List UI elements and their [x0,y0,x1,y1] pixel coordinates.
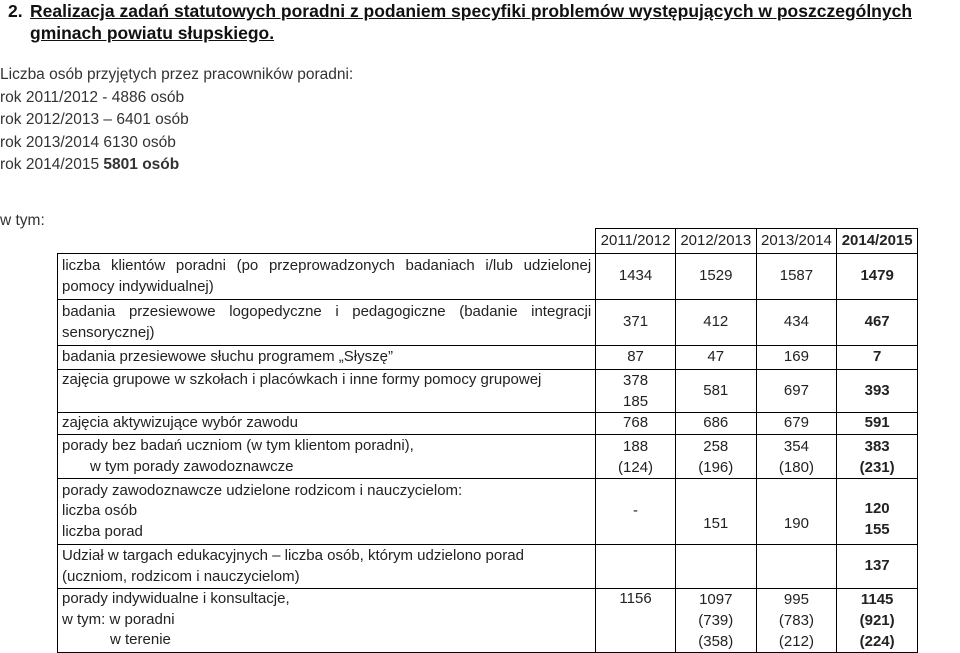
cell-value: 1479 [837,254,918,300]
cell-value [675,545,756,589]
cell-sub: (212) [778,633,814,650]
column-header: 2012/2013 [675,229,756,254]
heading-line-2: gminach powiatu słupskiego. [30,23,275,43]
cell-main: 1145 [860,591,894,608]
cell-main: 354 [783,437,809,455]
cell-value: 1529 [675,254,756,300]
cell-sub: (224) [859,633,895,650]
cell-value: - [596,479,676,545]
table-row [58,589,918,653]
row-label [58,435,596,479]
table-row [58,435,918,479]
column-header: 2011/2012 [596,229,676,254]
cell-value [596,370,676,413]
row-label-line: liczba porad [62,522,143,540]
table-header-row [58,229,918,254]
admissions-title: Liczba osób przyjętych przez pracowników poradni: [0,66,354,83]
cell-value [756,545,837,589]
row-label-line: porady zawodoznawcze udzielone rodzicom i nauczycielom: [62,481,463,499]
cell-value: 151 [675,479,756,545]
cell-value: 393 [837,370,918,413]
cell-sub: (358) [698,633,734,650]
cell-value: 1156 [596,589,676,653]
cell-value: 768 [596,413,676,435]
cell-main: 995 [783,591,809,608]
table-row [58,545,918,589]
admissions-summary [0,64,353,177]
admissions-last-prefix: rok 2014/2015 [0,156,104,174]
cell-value [756,589,837,653]
cell-main: 383 [864,437,890,455]
cell-value: 467 [837,300,918,346]
header-blank-cell [58,229,596,254]
cell-sub: (180) [778,458,814,476]
row-label [58,545,596,589]
cell-sub: (231) [859,458,895,476]
cell-value [675,589,756,653]
cell-sub: 155 [864,521,890,538]
section-number: 2. [8,1,23,21]
cell-value: 1587 [756,254,837,300]
row-label-line: liczba osób [62,502,138,520]
row-label-line: w terenie [110,631,171,648]
cell-main: 258 [703,437,729,455]
cell-value: 7 [837,346,918,370]
cell-value [756,435,837,479]
cell-value [837,435,918,479]
cell-value [675,435,756,479]
cell-sub: (783) [778,612,814,629]
admissions-last-value: 5801 osób [103,156,180,174]
cell-value: 591 [837,413,918,435]
row-label-line: Udział w targach edukacyjnych – liczba osób, którym udzielono porad [62,547,524,564]
row-label-line: w tym: w poradni [62,610,175,628]
row-label [58,479,596,545]
table-row [58,413,918,435]
w-tym-label: w tym: [0,212,45,229]
cell-value: 679 [756,413,837,435]
cell-value: 190 [756,479,837,545]
cell-value-bottom: 185 [623,393,649,410]
cell-main: 1097 [699,591,733,608]
cell-value: 169 [756,346,837,370]
row-label: zajęcia grupowe w szkołach i placówkach i inne formy pomocy grupowej [58,370,596,413]
cell-value: 434 [756,300,837,346]
heading-line-1: Realizacja zadań statutowych poradni z podaniem specyfiki problemów występujących w poszczególnych [30,1,913,21]
row-label: zajęcia aktywizujące wybór zawodu [58,413,596,435]
cell-sub: (739) [698,612,734,629]
cell-value: 371 [596,300,676,346]
row-label-line: w tym porady zawodoznawcze [90,457,294,475]
cell-value: 697 [756,370,837,413]
cell-sub: (196) [698,458,734,476]
table-row [58,254,918,300]
cell-value [596,435,676,479]
cell-value [596,545,676,589]
cell-main: 188 [623,437,649,455]
admissions-line: rok 2011/2012 - 4886 osób [0,88,185,106]
row-label: liczba klientów poradni (po przeprowadzonych badaniach i/lub udzielonej pomocy indywidualnej) [58,254,596,300]
column-header: 2014/2015 [837,229,918,254]
cell-value [837,589,918,653]
cell-value: 137 [837,545,918,589]
row-label [58,589,596,653]
table-row [58,370,918,413]
row-label: badania przesiewowe słuchu programem „Słyszę” [58,346,596,370]
cell-value: 412 [675,300,756,346]
table-row [58,479,918,545]
table-row [58,346,918,370]
cell-value: 47 [675,346,756,370]
row-label: badania przesiewowe logopedyczne i pedagogiczne (badanie integracji sensorycznej) [58,300,596,346]
cell-sub: (921) [859,612,895,629]
cell-value: 581 [675,370,756,413]
cell-main: 120 [864,500,890,517]
row-label-line: porady indywidualne i konsultacje, [62,590,290,607]
table-row [58,300,918,346]
cell-value [837,479,918,545]
cell-value: 1434 [596,254,676,300]
cell-value: 686 [675,413,756,435]
section-heading [8,0,960,44]
row-label-line: porady bez badań uczniom (w tym klientom poradni), [62,437,414,454]
column-header: 2013/2014 [756,229,837,254]
cell-value-top: 378 [623,372,649,389]
admissions-line-last [0,154,353,177]
admissions-line: rok 2013/2014 6130 osób [0,133,176,151]
cell-value: 87 [596,346,676,370]
statistics-table [57,228,918,653]
row-label-line: (uczniom, rodzicom i nauczycielom) [62,567,300,585]
admissions-line: rok 2012/2013 – 6401 osób [0,111,189,129]
cell-sub: (124) [618,458,654,476]
